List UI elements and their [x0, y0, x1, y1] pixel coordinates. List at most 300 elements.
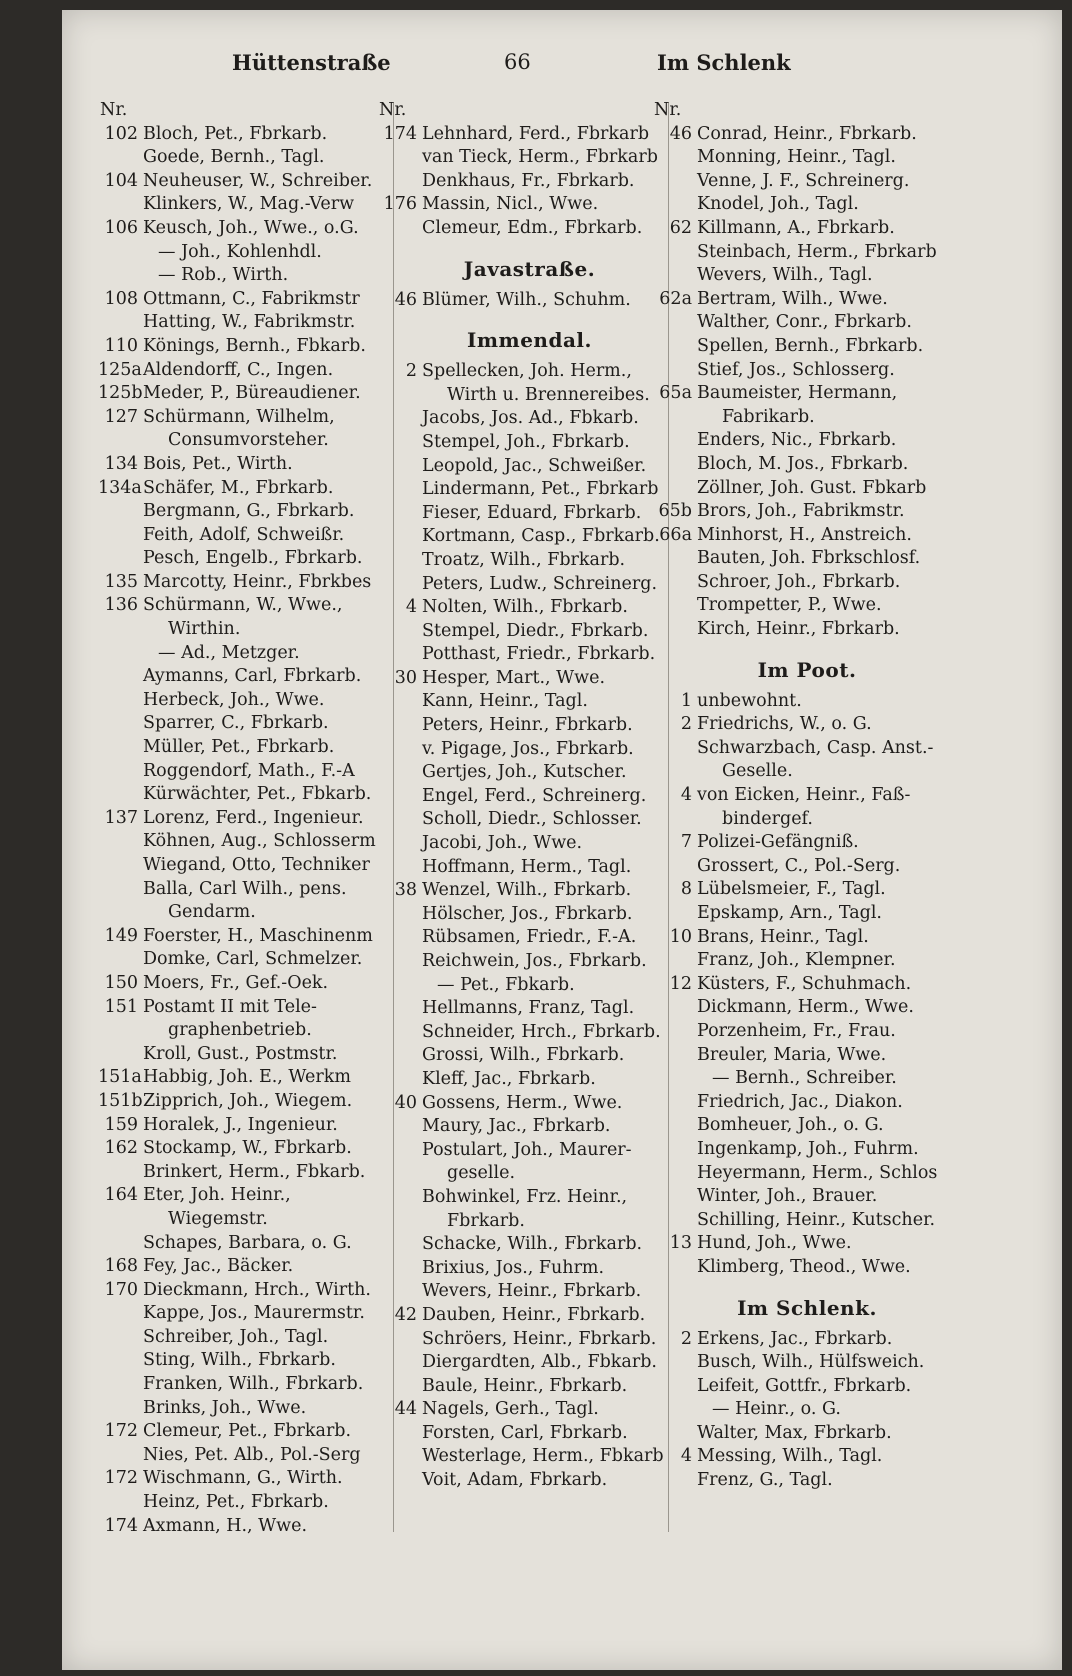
list-item [652, 193, 962, 217]
house-number: 104 [104, 170, 138, 191]
list-item [377, 596, 682, 620]
resident-entry: Knodel, Joh., Tagl. [697, 194, 859, 215]
resident-entry: Baule, Heinr., Fbrkarb. [422, 1375, 628, 1396]
resident-entry: Meder, P., Büreaudiener. [143, 383, 361, 404]
resident-entry: Spellecken, Joh. Herm., [422, 361, 632, 382]
list-item [98, 1279, 398, 1303]
list-item [652, 1114, 962, 1138]
list-item [98, 524, 398, 548]
house-number: 2 [405, 361, 417, 382]
list-item [652, 382, 962, 406]
list-item [652, 571, 962, 595]
resident-entry: Peters, Heinr., Fbrkarb. [422, 715, 633, 736]
list-item [652, 264, 962, 288]
resident-entry: Klinkers, W., Mag.-Verw [143, 194, 355, 215]
list-item [377, 1422, 682, 1446]
resident-entry: Schneider, Hrch., Fbrkarb. [422, 1021, 661, 1042]
resident-entry: von Eicken, Heinr., Faß- [697, 785, 911, 806]
resident-entry: Wirthin. [168, 619, 241, 640]
left-street-title: Hüttenstraße [232, 50, 391, 75]
list-item [377, 1469, 682, 1493]
list-item [652, 594, 962, 618]
list-item [652, 996, 962, 1020]
list-item [98, 477, 398, 501]
resident-entry: Klimberg, Theod., Wwe. [697, 1256, 911, 1277]
house-number: 2 [680, 1328, 692, 1349]
resident-entry: Balla, Carl Wilh., pens. [143, 878, 347, 899]
resident-entry: Schapes, Barbara, o. G. [143, 1232, 352, 1253]
list-item [652, 429, 962, 453]
house-number: 38 [394, 880, 417, 901]
resident-entry: Nagels, Gerh., Tagl. [422, 1399, 599, 1420]
entry-list [377, 360, 682, 1493]
list-item [377, 170, 682, 194]
resident-entry: Goede, Bernh., Tagl. [143, 147, 325, 168]
list-item [652, 1020, 962, 1044]
list-item [652, 1469, 962, 1493]
list-item [377, 502, 682, 526]
entry-list [652, 690, 962, 1280]
resident-entry: Baumeister, Hermann, [697, 383, 898, 404]
list-item [377, 146, 682, 170]
resident-entry: Diergardten, Alb., Fbkarb. [422, 1352, 657, 1373]
resident-entry: Müller, Pet., Fbrkarb. [143, 737, 335, 758]
house-number: 1 [680, 690, 692, 711]
list-item [98, 878, 398, 902]
list-item [98, 1373, 398, 1397]
list-item [652, 1067, 962, 1091]
list-item [98, 193, 398, 217]
house-number: 168 [104, 1256, 138, 1277]
resident-entry: Heinz, Pet., Fbrkarb. [143, 1492, 329, 1513]
list-item [98, 311, 398, 335]
resident-entry: Ingenkamp, Joh., Fuhrm. [697, 1138, 919, 1159]
resident-entry: Küsters, F., Schuhmach. [697, 973, 912, 994]
resident-entry: Hund, Joh., Wwe. [697, 1233, 852, 1254]
resident-entry: — Pet., Fbkarb. [437, 974, 575, 995]
resident-entry: Heyermann, Herm., Schlos [697, 1162, 938, 1183]
resident-entry: Horalek, J., Ingenieur. [143, 1114, 338, 1135]
list-item [377, 856, 682, 880]
house-number: 8 [680, 879, 692, 900]
resident-entry: Foerster, H., Maschinenm [143, 925, 373, 946]
list-item [652, 1422, 962, 1446]
resident-entry: Epskamp, Arn., Tagl. [697, 903, 882, 923]
resident-entry: Clemeur, Pet., Fbrkarb. [143, 1421, 352, 1442]
resident-entry: Bloch, Pet., Fbrkarb. [143, 123, 328, 144]
house-number: 4 [680, 785, 692, 806]
resident-entry: Brinks, Joh., Wwe. [143, 1397, 307, 1418]
resident-entry: Schreiber, Joh., Tagl. [143, 1326, 329, 1347]
list-item [652, 690, 962, 714]
resident-entry: Winter, Joh., Brauer. [697, 1186, 878, 1207]
house-number: 4 [405, 597, 417, 618]
house-number: 65a [659, 383, 692, 404]
list-item [98, 996, 398, 1020]
list-item [652, 1091, 962, 1115]
running-head [62, 50, 1062, 86]
resident-entry: Schürmann, Wilhelm, [143, 406, 335, 427]
list-item [98, 1114, 398, 1138]
resident-entry: Bomheuer, Joh., o. G. [697, 1115, 884, 1136]
list-item [652, 878, 962, 902]
list-item [98, 1066, 398, 1090]
list-item [98, 1349, 398, 1373]
list-item [98, 1444, 398, 1468]
list-item [98, 948, 398, 972]
column-header-nr: Nr. [654, 100, 682, 120]
resident-entry: Fieser, Eduard, Fbrkarb. [422, 502, 642, 523]
resident-entry: Brixius, Jos., Fuhrm. [422, 1257, 605, 1278]
list-item [98, 241, 398, 265]
resident-entry: Schröers, Heinr., Fbrkarb. [422, 1328, 657, 1349]
house-number: 13 [669, 1233, 692, 1254]
list-item [652, 760, 962, 784]
list-item [377, 1328, 682, 1352]
list-item [98, 500, 398, 524]
list-item [98, 146, 398, 170]
list-item [377, 573, 682, 597]
directory-page [62, 10, 1062, 1670]
house-number: 170 [104, 1279, 138, 1300]
list-item [98, 1184, 398, 1208]
list-item [377, 974, 682, 998]
list-item [652, 359, 962, 383]
resident-entry: Stockamp, W., Fbrkarb. [143, 1138, 352, 1159]
section-title-im-schlenk: Im Schlenk. [737, 1295, 877, 1320]
resident-entry: — Rob., Wirth. [158, 265, 289, 286]
resident-entry: Killmann, A., Fbrkarb. [697, 217, 895, 238]
list-item [652, 949, 962, 973]
house-number: 137 [104, 807, 138, 828]
resident-entry: — Joh., Kohlenhdl. [158, 241, 322, 262]
house-number: 164 [104, 1185, 138, 1206]
list-item [377, 808, 682, 832]
list-item [98, 429, 398, 453]
list-item [98, 335, 398, 359]
list-item [98, 1019, 398, 1043]
list-item [652, 1256, 962, 1280]
resident-entry: Troatz, Wilh., Fbrkarb. [422, 549, 626, 570]
list-item [652, 831, 962, 855]
list-item [652, 784, 962, 808]
resident-entry: Consumvorsteher. [168, 430, 329, 451]
list-item [652, 1138, 962, 1162]
list-item [652, 406, 962, 430]
list-item [377, 1280, 682, 1304]
resident-entry: Ottmann, C., Fabrikmstr [143, 288, 360, 309]
list-item [377, 478, 682, 502]
list-item [652, 1375, 962, 1399]
list-item [98, 170, 398, 194]
list-item [377, 431, 682, 455]
resident-entry: Roggendorf, Math., F.-A [143, 760, 355, 781]
list-item [98, 594, 398, 618]
house-number: 125b [98, 383, 143, 404]
resident-entry: Dickmann, Herm., Wwe. [697, 997, 914, 1018]
section-title-javastrasse: Javastraße. [463, 256, 596, 281]
house-number: 62 [669, 217, 692, 238]
list-item [652, 808, 962, 832]
house-number: 135 [104, 571, 138, 592]
list-item [652, 311, 962, 335]
list-item [98, 453, 398, 477]
list-item [652, 335, 962, 359]
list-item [98, 783, 398, 807]
house-number: 162 [104, 1138, 138, 1159]
resident-entry: — Heinr., o. G. [712, 1399, 841, 1420]
list-item [98, 1302, 398, 1326]
house-number: 172 [104, 1468, 138, 1489]
list-item [377, 620, 682, 644]
house-number: 108 [104, 288, 138, 309]
resident-entry: Enders, Nic., Fbrkarb. [697, 430, 897, 451]
resident-entry: Zöllner, Joh. Gust. Fbkarb [697, 477, 927, 498]
list-item [652, 1445, 962, 1469]
resident-entry: Massin, Nicl., Wwe. [422, 194, 599, 215]
resident-entry: Busch, Wilh., Hülfsweich. [697, 1352, 925, 1373]
list-item [377, 525, 682, 549]
house-number: 7 [680, 832, 692, 853]
list-item [98, 712, 398, 736]
house-number: 151a [98, 1067, 142, 1088]
house-number: 46 [394, 289, 417, 310]
house-number: 62a [659, 288, 692, 309]
resident-entry: Hatting, W., Fabrikmstr. [143, 312, 356, 333]
list-item [652, 926, 962, 950]
house-number: 46 [669, 123, 692, 144]
column-2 [377, 99, 682, 1493]
resident-entry: Minhorst, H., Anstreich. [697, 524, 912, 545]
resident-entry: Conrad, Heinr., Fbrkarb. [697, 123, 917, 144]
section-title-im-poot: Im Poot. [757, 657, 857, 682]
house-number: 125a [98, 359, 142, 380]
list-item [98, 901, 398, 925]
resident-entry: Kürwächter, Pet., Fbkarb. [143, 784, 372, 805]
list-item [98, 1161, 398, 1185]
resident-entry: Leifeit, Gottfr., Fbrkarb. [697, 1375, 912, 1396]
resident-entry: Stempel, Joh., Fbrkarb. [422, 431, 630, 452]
house-number: 106 [104, 217, 138, 238]
list-item [377, 926, 682, 950]
resident-entry: Gertjes, Joh., Kutscher. [422, 762, 627, 783]
entry-list [98, 123, 398, 1539]
house-number: 159 [104, 1114, 138, 1135]
resident-entry: Nies, Pet. Alb., Pol.-Serg [143, 1444, 361, 1465]
resident-entry: Fey, Jac., Bäcker. [143, 1256, 294, 1277]
list-item [98, 1515, 398, 1539]
list-item [652, 855, 962, 879]
resident-entry: Schacke, Wilh., Fbrkarb. [422, 1234, 643, 1255]
resident-entry: Grossi, Wilh., Fbrkarb. [422, 1045, 625, 1066]
list-item [98, 359, 398, 383]
resident-entry: Walther, Conr., Fbrkarb. [697, 312, 912, 333]
list-item [98, 288, 398, 312]
resident-entry: Polizei-Gefängniß. [697, 832, 859, 853]
list-item [377, 832, 682, 856]
list-item [652, 618, 962, 642]
resident-entry: Postamt II mit Tele- [143, 996, 317, 1017]
resident-entry: Trompetter, P., Wwe. [697, 595, 882, 616]
resident-entry: Clemeur, Edm., Fbrkarb. [422, 217, 643, 238]
list-item [98, 406, 398, 430]
list-item [377, 1445, 682, 1469]
resident-entry: Brans, Heinr., Tagl. [697, 926, 869, 947]
resident-entry: bindergef. [722, 808, 813, 829]
house-number: 44 [394, 1399, 417, 1420]
list-item [377, 761, 682, 785]
resident-entry: Bloch, M. Jos., Fbrkarb. [697, 453, 909, 474]
list-item [377, 1068, 682, 1092]
resident-entry: Westerlage, Herm., Fbkarb [422, 1446, 664, 1467]
resident-entry: Schäfer, M., Fbrkarb. [143, 477, 334, 498]
resident-entry: Monning, Heinr., Tagl. [697, 147, 896, 168]
list-item [652, 1232, 962, 1256]
list-item [98, 382, 398, 406]
resident-entry: Dieckmann, Hrch., Wirth. [143, 1279, 371, 1300]
resident-entry: Venne, J. F., Schreinerg. [697, 170, 910, 191]
house-number: 110 [104, 335, 138, 356]
list-item [377, 289, 682, 313]
resident-entry: Kann, Heinr., Tagl. [422, 691, 588, 712]
resident-entry: Hellmanns, Franz, Tagl. [422, 998, 635, 1019]
resident-entry: Könings, Bernh., Fbkarb. [143, 335, 366, 356]
list-item [98, 807, 398, 831]
resident-entry: Reichwein, Jos., Fbrkarb. [422, 951, 647, 971]
house-number: 12 [669, 973, 692, 994]
resident-entry: Jacobs, Jos. Ad., Fbkarb. [422, 408, 639, 429]
house-number: 102 [104, 123, 138, 144]
list-item [652, 547, 962, 571]
list-item [377, 1092, 682, 1116]
resident-entry: Lübelsmeier, F., Tagl. [697, 879, 886, 900]
resident-entry: Zipprich, Joh., Wiegem. [143, 1090, 353, 1111]
resident-entry: Sting, Wilh., Fbrkarb. [143, 1350, 336, 1371]
house-number: 10 [669, 926, 692, 947]
list-item [652, 123, 962, 147]
resident-entry: Stempel, Diedr., Fbrkarb. [422, 620, 649, 641]
list-item [377, 1257, 682, 1281]
house-number: 151b [98, 1090, 143, 1111]
list-item [377, 690, 682, 714]
resident-entry: Nolten, Wilh., Fbrkarb. [422, 597, 628, 618]
list-item [98, 1137, 398, 1161]
list-item [98, 1255, 398, 1279]
list-item [377, 1304, 682, 1328]
list-item [377, 950, 682, 974]
list-item [652, 146, 962, 170]
list-item [377, 1398, 682, 1422]
column-header-nr: Nr. [379, 100, 407, 120]
list-item [377, 455, 682, 479]
house-number: 174 [104, 1515, 138, 1536]
resident-entry: Neuheuser, W., Schreiber. [143, 170, 373, 191]
resident-entry: Wiegemstr. [168, 1208, 268, 1229]
list-item [652, 737, 962, 761]
list-item [98, 1491, 398, 1515]
list-item [652, 241, 962, 265]
list-item [98, 1232, 398, 1256]
house-number: 134 [104, 453, 138, 474]
resident-entry: Feith, Adolf, Schweißr. [143, 524, 345, 545]
list-item [652, 713, 962, 737]
list-item [98, 123, 398, 147]
list-item [377, 1186, 682, 1210]
entry-list [652, 1328, 962, 1493]
resident-entry: Kleff, Jac., Fbrkarb. [422, 1068, 596, 1089]
resident-entry: unbewohnt. [697, 690, 802, 711]
right-street-title: Im Schlenk [657, 50, 791, 75]
house-number: 4 [680, 1446, 692, 1467]
resident-entry: Habbig, Joh. E., Werkm [143, 1067, 351, 1088]
list-item [98, 760, 398, 784]
resident-entry: Frenz, G., Tagl. [697, 1470, 833, 1491]
house-number: 176 [383, 194, 417, 215]
resident-entry: graphenbetrieb. [168, 1020, 312, 1041]
resident-entry: Bois, Pet., Wirth. [143, 453, 293, 474]
resident-entry: Jacobi, Joh., Wwe. [422, 833, 583, 854]
page-number: 66 [504, 50, 531, 74]
resident-entry: Schürmann, W., Wwe., [143, 595, 343, 616]
resident-entry: Fabrikarb. [722, 406, 815, 427]
resident-entry: Steinbach, Herm., Fbrkarb [697, 241, 937, 262]
entry-list [652, 123, 962, 642]
resident-entry: Pesch, Engelb., Fbrkarb. [143, 548, 363, 569]
list-item [377, 384, 682, 408]
resident-entry: Bauten, Joh. Fbrkschlosf. [697, 548, 921, 569]
list-item [652, 1398, 962, 1422]
resident-entry: Kirch, Heinr., Fbrkarb. [697, 619, 900, 640]
resident-entry: Axmann, H., Wwe. [143, 1515, 308, 1536]
list-item [98, 925, 398, 949]
list-item [98, 571, 398, 595]
list-item [377, 643, 682, 667]
list-item [652, 1162, 962, 1186]
list-item [377, 1044, 682, 1068]
house-number: 66a [659, 524, 692, 545]
resident-entry: Domke, Carl, Schmelzer. [143, 949, 363, 970]
house-number: 65b [658, 501, 692, 522]
resident-entry: Kortmann, Casp., Fbrkarb. [422, 526, 660, 547]
resident-entry: Schroer, Joh., Fbrkarb. [697, 571, 901, 592]
resident-entry: Friedrich, Jac., Diakon. [697, 1091, 903, 1112]
resident-entry: Schilling, Heinr., Kutscher. [697, 1209, 936, 1230]
resident-entry: Stief, Jos., Schlosserg. [697, 359, 895, 380]
house-number: 174 [383, 123, 417, 144]
resident-entry: Bohwinkel, Frz. Heinr., [422, 1186, 628, 1207]
list-item [98, 972, 398, 996]
resident-entry: Scholl, Diedr., Schlosser. [422, 809, 642, 830]
list-item [98, 736, 398, 760]
resident-entry: Bergmann, G., Fbrkarb. [143, 501, 355, 522]
resident-entry: Hölscher, Jos., Fbrkarb. [422, 903, 633, 924]
list-item [98, 665, 398, 689]
resident-entry: Lorenz, Ferd., Ingenieur. [143, 807, 364, 828]
house-number: 149 [104, 925, 138, 946]
house-number: 151 [104, 996, 138, 1017]
resident-entry: Potthast, Friedr., Fbrkarb. [422, 644, 656, 665]
list-item [652, 217, 962, 241]
list-item [377, 997, 682, 1021]
resident-entry: Schwarzbach, Casp. Anst.- [697, 737, 934, 758]
list-item [98, 689, 398, 713]
entry-list [377, 289, 682, 313]
list-item [98, 1326, 398, 1350]
list-item [652, 1328, 962, 1352]
list-item [377, 1162, 682, 1186]
list-item [98, 1397, 398, 1421]
list-item [98, 547, 398, 571]
